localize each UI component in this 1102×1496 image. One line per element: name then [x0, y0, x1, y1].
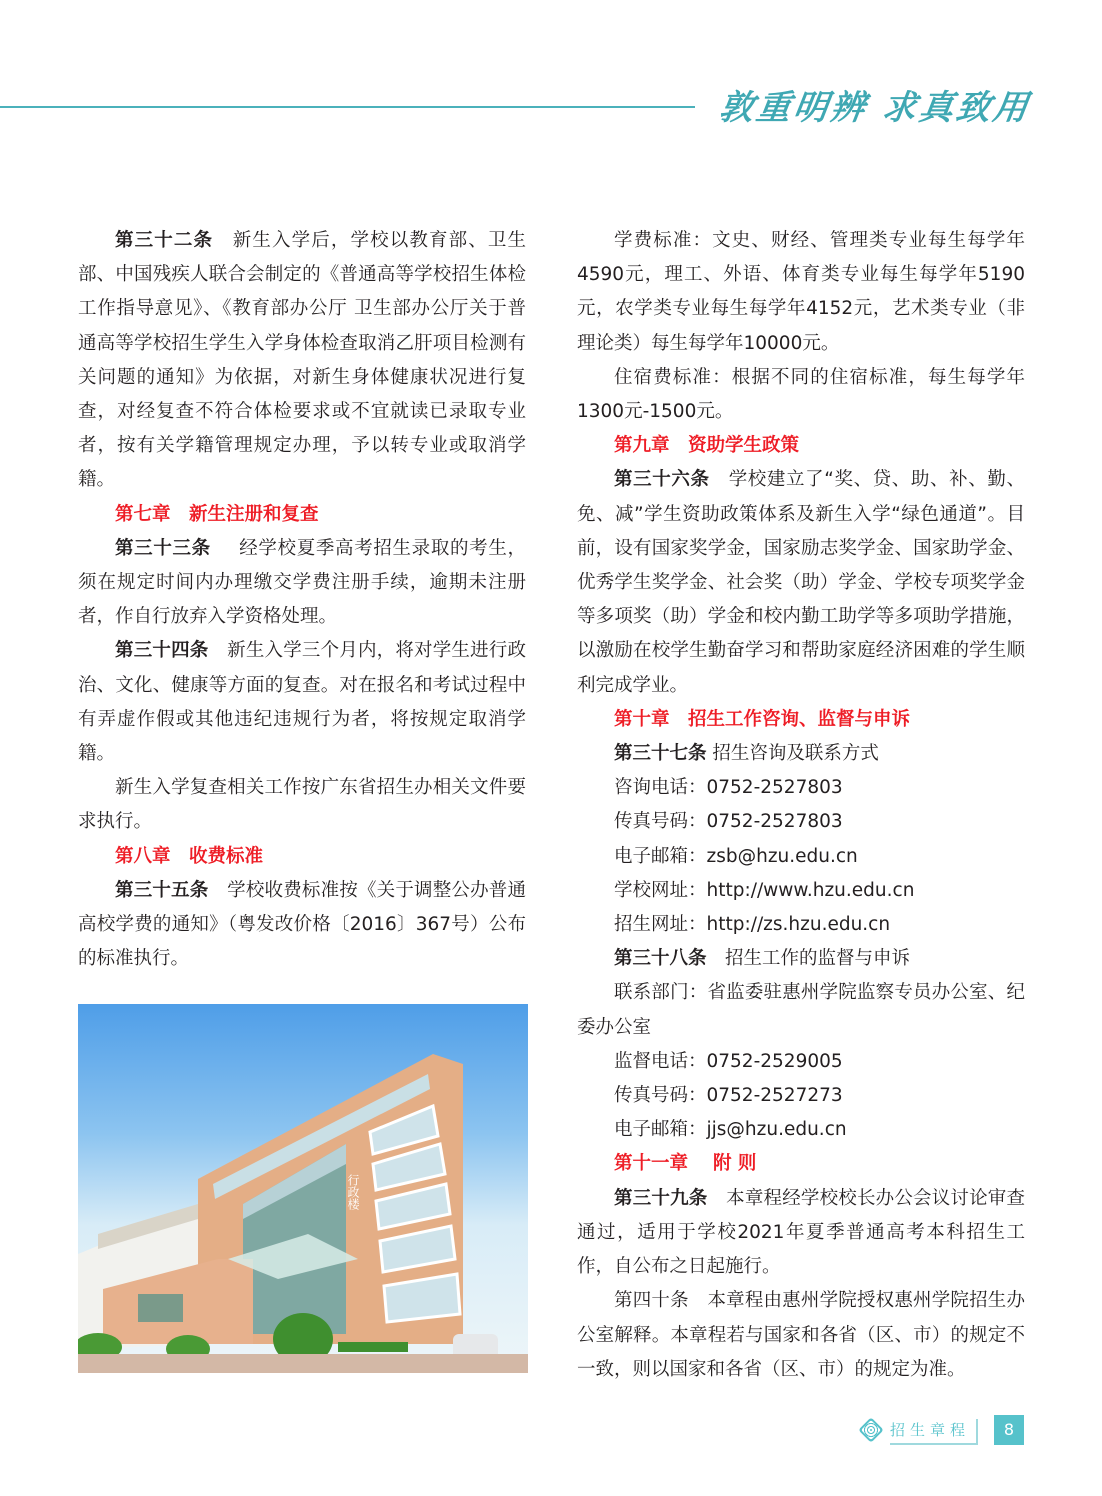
article-title: 第三十五条 — [115, 879, 209, 901]
article-35 — [78, 874, 526, 977]
article-39 — [577, 1182, 1025, 1285]
article-36 — [577, 463, 1025, 702]
contact-phone: 咨询电话：0752-2527803 — [614, 777, 843, 799]
left-column — [78, 224, 526, 976]
article-text: 学校收费标准按《关于调整公办普通高校学费的通知》（粤发改价格〔2016〕367号）公布的标准执行。 — [78, 879, 526, 970]
article-title: 第三十八条 — [614, 948, 707, 970]
article-title: 第三十二条 — [115, 230, 214, 251]
article-text: 本章程经学校校长办公会议讨论审查通过，适用于学校2021年夏季普通高考本科招生工作，自公布之日起施行。 — [577, 1187, 1025, 1278]
administration-building-photo — [78, 1004, 528, 1373]
article-32 — [78, 224, 526, 498]
supervision-fax: 传真号码：0752-2527273 — [614, 1085, 843, 1107]
article-33 — [78, 532, 526, 635]
recheck-note: 新生入学复查相关工作按广东省招生办相关文件要求执行。 — [78, 777, 526, 833]
article-title: 第三十六条 — [614, 469, 710, 491]
article-text: 招生工作的监督与申诉 — [725, 948, 911, 970]
chapter-11-heading: 第十一章 附 则 — [614, 1153, 757, 1175]
chapter-8-heading: 第八章 收费标准 — [115, 845, 264, 867]
contact-email[interactable]: 电子邮箱：zsb@hzu.edu.cn — [614, 845, 858, 867]
article-40: 第四十条 本章程由惠州学院授权惠州学院招生办公室解释。本章程若与国家和各省（区、市）的规定不一致，则以国家和各省（区、市）的规定为准。 — [577, 1290, 1025, 1380]
article-text: 招生咨询及联系方式 — [712, 743, 879, 765]
article-title: 第三十七条 — [614, 743, 707, 765]
article-text: 新生入学后，学校以教育部、卫生部、中国残疾人联合会制定的《普通高等学校招生体检工作指导意见》、《教育部办公厅 卫生部办公厅关于普通高等学校招生学生入学身体检查取消乙肝项目检测有关问题的通知》为依据，对新生身体健康状况进行复查，对经复查不符合体检要求或不宜就读已录取专业者，按有关学籍管理规定办理，予以转专业或取消学籍。 — [78, 230, 526, 491]
article-title: 第三十三条 — [115, 537, 211, 559]
header-motto: 敦重明辨 求真致用 — [716, 88, 1034, 128]
chapter-9-heading: 第九章 资助学生政策 — [614, 435, 800, 457]
article-text: 经学校夏季高考招生录取的考生，须在规定时间内办理缴交学费注册手续，逾期未注册者，作自行放弃入学资格处理。 — [78, 537, 526, 628]
article-text: 学校建立了“奖、贷、助、补、勤、免、减”学生资助政策体系及新生入学“绿色通道”。目前，设有国家奖学金，国家励志奖学金、国家助学金、优秀学生奖学金、社会奖（助）学金、学校专项奖学金等多项奖（助）学金和校内勤工助学等多项助学措施，以激励在校学生勤奋学习和帮助家庭经济困难的学生顺利完成学业。 — [577, 469, 1025, 696]
admissions-website-link[interactable]: 招生网址：http://zs.hzu.edu.cn — [614, 914, 891, 936]
supervision-phone: 监督电话：0752-2529005 — [614, 1050, 843, 1072]
article-37 — [577, 737, 1025, 771]
page-number: 8 — [994, 1415, 1024, 1445]
right-column — [577, 224, 1025, 1387]
tuition-standard: 学费标准：文史、财经、管理类专业每生每学年4590元，理工、外语、体育类专业每生每学年5190元，农学类专业每生每学年4152元，艺术类专业（非理论类）每生每学年10000元。 — [577, 230, 1025, 354]
article-text: 新生入学三个月内，将对学生进行政治、文化、健康等方面的复查。对在报名和考试过程中有弄虚作假或其他违纪违规行为者，将按规定取消学籍。 — [78, 640, 526, 765]
article-38 — [577, 942, 1025, 976]
chapter-7-heading: 第七章 新生注册和复查 — [115, 503, 319, 525]
building-illustration — [78, 1004, 528, 1373]
school-emblem-icon — [858, 1417, 883, 1442]
footer-section-label: 招生章程 — [890, 1419, 978, 1445]
supervision-email[interactable]: 电子邮箱：jjs@hzu.edu.cn — [614, 1119, 847, 1141]
chapter-10-heading: 第十章 招生工作咨询、监督与申诉 — [614, 708, 911, 730]
article-title: 第三十四条 — [115, 640, 209, 662]
contact-department: 联系部门：省监委驻惠州学院监察专员办公室、纪委办公室 — [577, 982, 1025, 1038]
building-sign: 行政楼 — [346, 1174, 360, 1210]
article-34 — [78, 634, 526, 771]
article-title: 第三十九条 — [614, 1187, 708, 1209]
school-website-link[interactable]: 学校网址：http://www.hzu.edu.cn — [614, 879, 915, 901]
contact-fax: 传真号码：0752-2527803 — [614, 811, 843, 833]
header-rule — [0, 106, 695, 108]
accommodation-standard: 住宿费标准：根据不同的住宿标准，每生每学年1300元-1500元。 — [577, 366, 1025, 423]
